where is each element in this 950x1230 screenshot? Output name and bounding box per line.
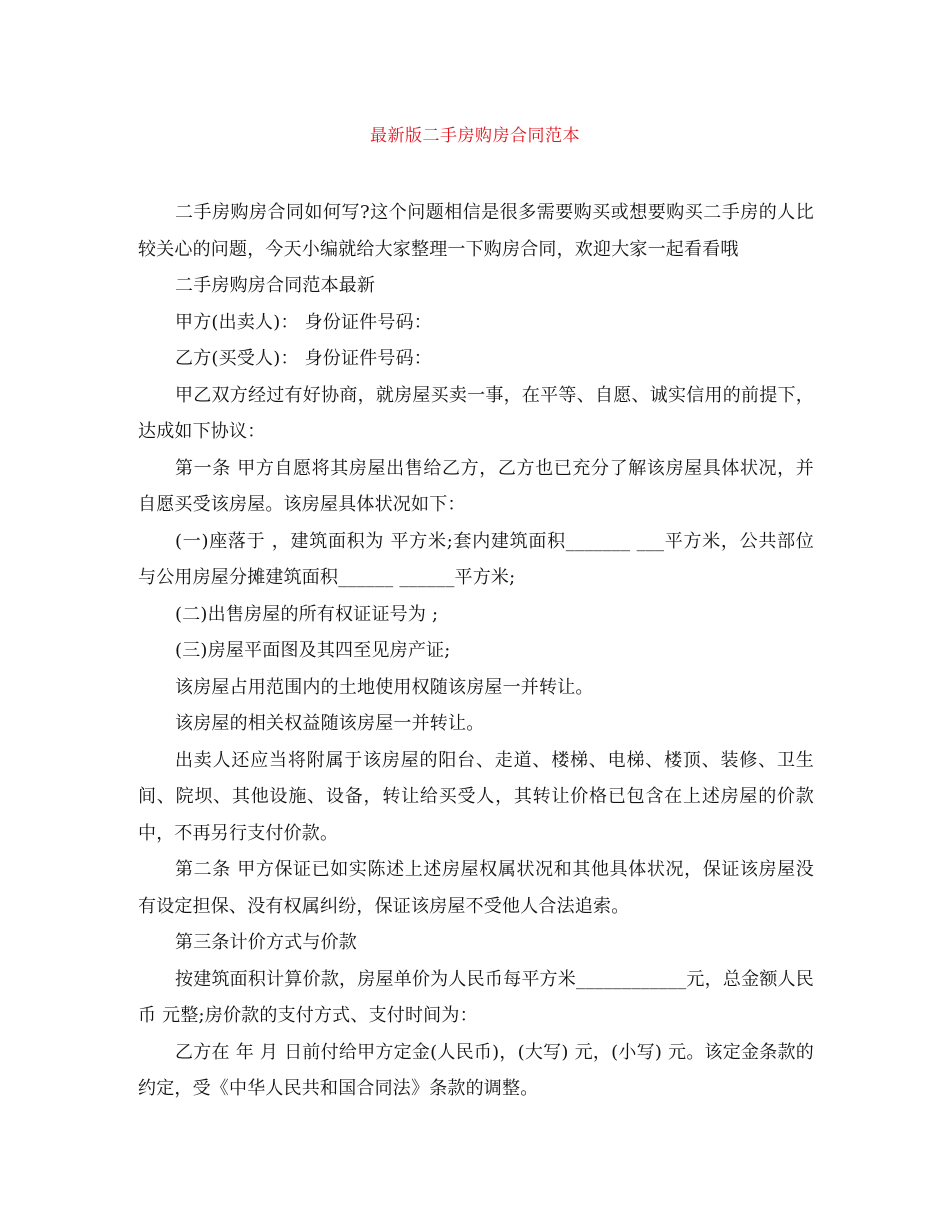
article-1-item-2: (二)出售房屋的所有权证证号为 ; xyxy=(175,603,439,625)
article-1-item-3: (三)房屋平面图及其四至见房产证; xyxy=(175,640,451,661)
deposit-clause: 乙方在 年 月 日前付给甲方定金(人民币)，(大写) 元，(小写) 元。该定金条款的约定，受《中华人民共和国合同法》条款的调整。 xyxy=(138,1041,814,1099)
attached-facilities-clause: 出卖人还应当将附属于该房屋的阳台、走道、楼梯、电梯、楼顶、装修、卫生间、院坝、其他设施、设备，转让给买受人，其转让价格已包含在上述房屋的价款中，不再另行支付价款。 xyxy=(138,749,814,844)
party-a-line: 甲方(出卖人)： 身份证件号码： xyxy=(175,311,432,333)
article-1-item-1: (一)座落于 ，建筑面积为 平方米;套内建筑面积_______ ___平方米，公共部位与公用房屋分摊建筑面积______ ______平方米; xyxy=(138,530,814,588)
article-1: 第一条 甲方自愿将其房屋出售给乙方，乙方也已充分了解该房屋具体状况，并自愿买受该房屋。该房屋具体状况如下： xyxy=(138,457,814,515)
pricing-clause: 按建筑面积计算价款，房屋单价为人民币每平方米____________元，总金额人民币 元整;房价款的支付方式、支付时间为： xyxy=(138,968,814,1026)
agreement-preamble: 甲乙双方经过有好协商，就房屋买卖一事，在平等、自愿、诚实信用的前提下，达成如下协议： xyxy=(138,384,814,442)
intro-paragraph: 二手房购房合同如何写?这个问题相信是很多需要购买或想要购买二手房的人比较关心的问题，今天小编就给大家整理一下购房合同，欢迎大家一起看看哦 xyxy=(138,202,814,260)
article-3-heading: 第三条计价方式与价款 xyxy=(175,932,357,953)
document-title: 最新版二手房购房合同范本 xyxy=(370,126,580,146)
party-b-line: 乙方(买受人)： 身份证件号码： xyxy=(175,348,432,369)
article-2: 第二条 甲方保证已如实陈述上述房屋权属状况和其他具体状况，保证该房屋没有设定担保、没有权属纠纷，保证该房屋不受他人合法追索。 xyxy=(138,859,814,917)
section-heading: 二手房购房合同范本最新 xyxy=(175,275,376,296)
related-rights-clause: 该房屋的相关权益随该房屋一并转让。 xyxy=(175,713,485,734)
document-body xyxy=(138,195,814,1108)
land-use-right-clause: 该房屋占用范围内的土地使用权随该房屋一并转让。 xyxy=(175,676,594,698)
